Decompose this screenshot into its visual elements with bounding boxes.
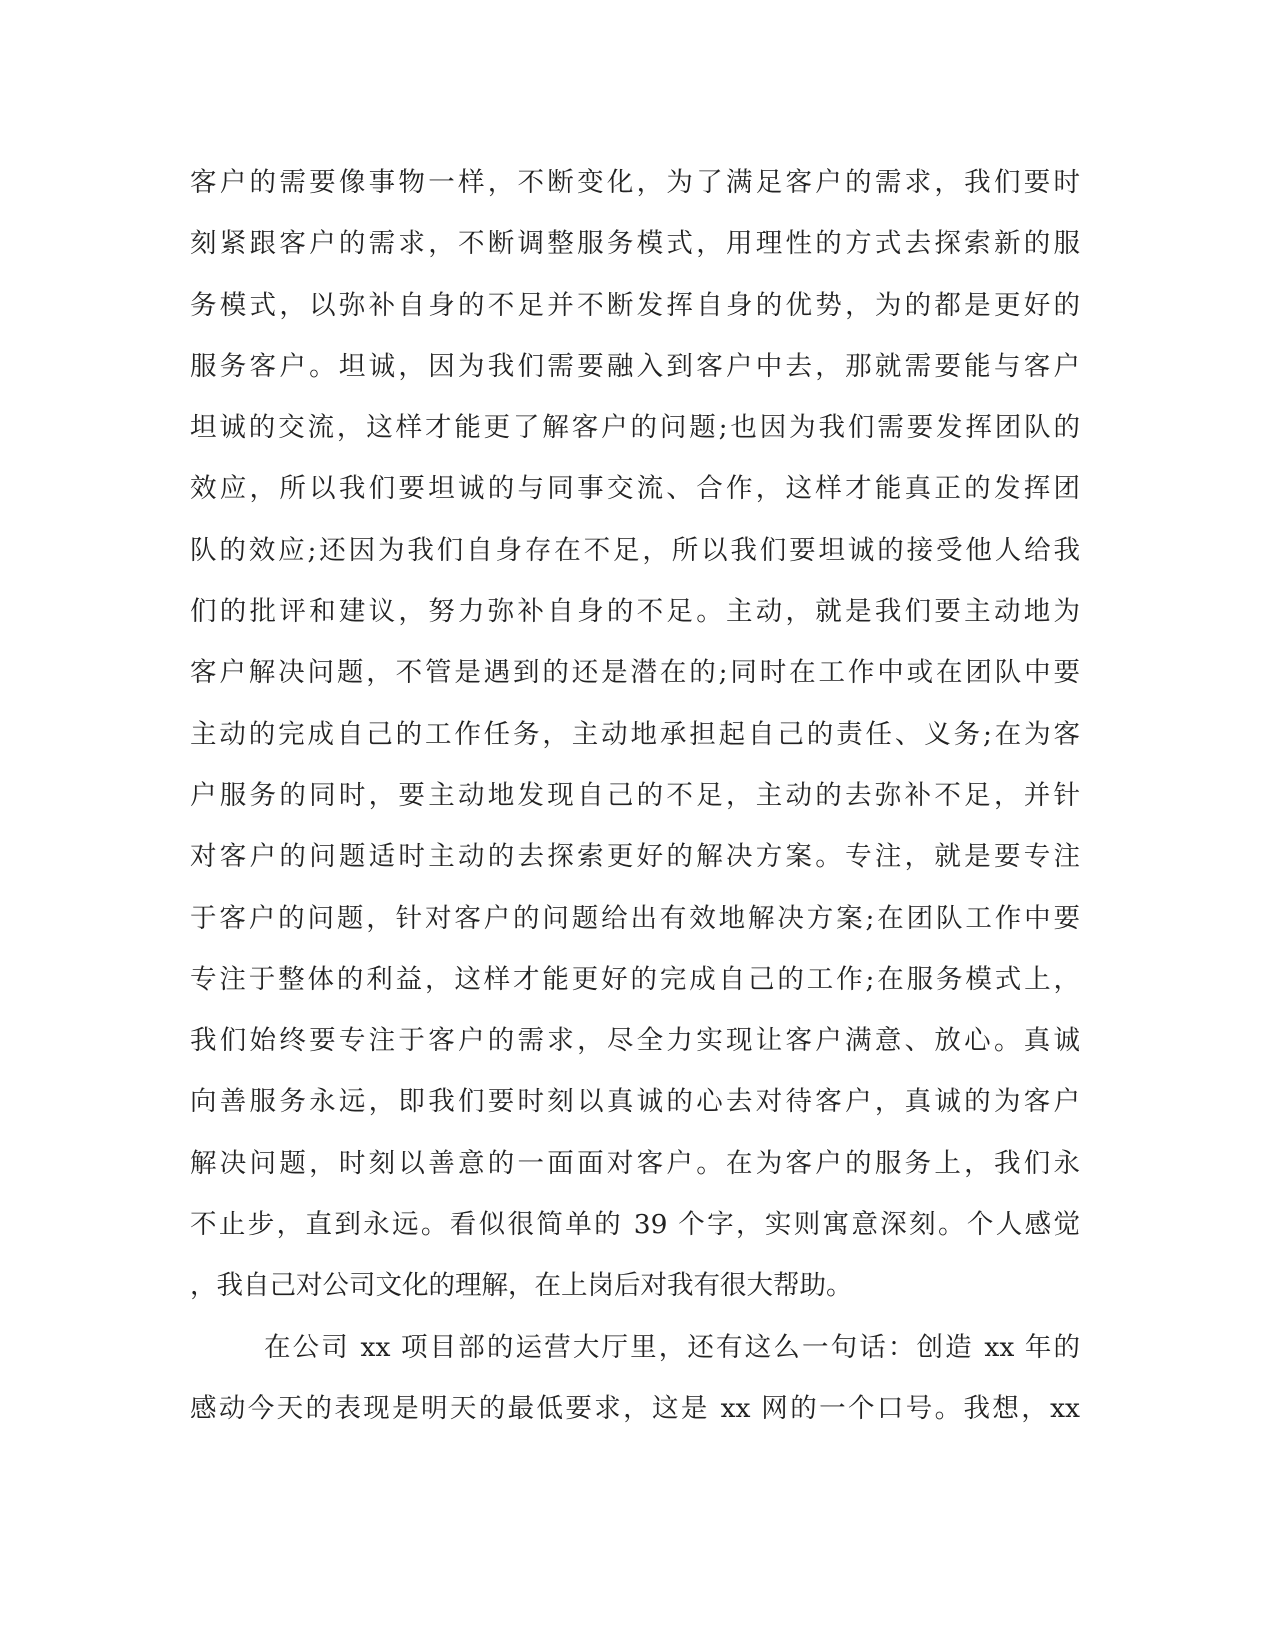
text-line: 向善服务永远，即我们要时刻以真诚的心去对待客户，真诚的为客户 [190,1086,1080,1118]
text-line: 效应，所以我们要坦诚的与同事交流、合作，这样才能真正的发挥团 [190,473,1080,505]
text-line: 专注于整体的利益，这样才能更好的完成自己的工作;在服务模式上， [190,963,1080,995]
text-line: ，我自己对公司文化的理解，在上岗后对我有很大帮助。 [190,1270,853,1302]
text-line: 客户解决问题，不管是遇到的还是潜在的;同时在工作中或在团队中要 [190,657,1080,689]
text-line: 服务客户。坦诚，因为我们需要融入到客户中去，那就需要能与客户 [190,350,1080,382]
text-line: 在公司 xx 项目部的运营大厅里，还有这么一句话：创造 xx 年的 [264,1331,1080,1363]
text-line: 对客户的问题适时主动的去探索更好的解决方案。专注，就是要专注 [190,841,1080,873]
text-line: 们的批评和建议，努力弥补自身的不足。主动，就是我们要主动地为 [190,596,1080,628]
text-line: 户服务的同时，要主动地发现自己的不足，主动的去弥补不足，并针 [190,779,1080,811]
text-line: 我们始终要专注于客户的需求，尽全力实现让客户满意、放心。真诚 [190,1025,1080,1057]
text-line: 队的效应;还因为我们自身存在不足，所以我们要坦诚的接受他人给我 [190,534,1080,566]
text-line: 刻紧跟客户的需求，不断调整服务模式，用理性的方式去探索新的服 [190,228,1080,260]
text-line: 解决问题，时刻以善意的一面面对客户。在为客户的服务上，我们永 [190,1147,1080,1179]
text-line: 务模式，以弥补自身的不足并不断发挥自身的优势，为的都是更好的 [190,289,1080,321]
body-text [190,152,1080,1439]
text-line: 坦诚的交流，这样才能更了解客户的问题;也因为我们需要发挥团队的 [190,412,1080,444]
paragraph-2 [190,1317,1080,1440]
text-line: 主动的完成自己的工作任务，主动地承担起自己的责任、义务;在为客 [190,718,1080,750]
paragraph-1 [190,152,1080,1317]
text-line: 感动今天的表现是明天的最低要求，这是 xx 网的一个口号。我想，xx [190,1392,1080,1424]
text-line: 于客户的问题，针对客户的问题给出有效地解决方案;在团队工作中要 [190,902,1080,934]
text-line: 不止步，直到永远。看似很简单的 39 个字，实则寓意深刻。个人感觉 [190,1209,1080,1241]
text-line: 客户的需要像事物一样，不断变化，为了满足客户的需求，我们要时 [190,167,1080,198]
